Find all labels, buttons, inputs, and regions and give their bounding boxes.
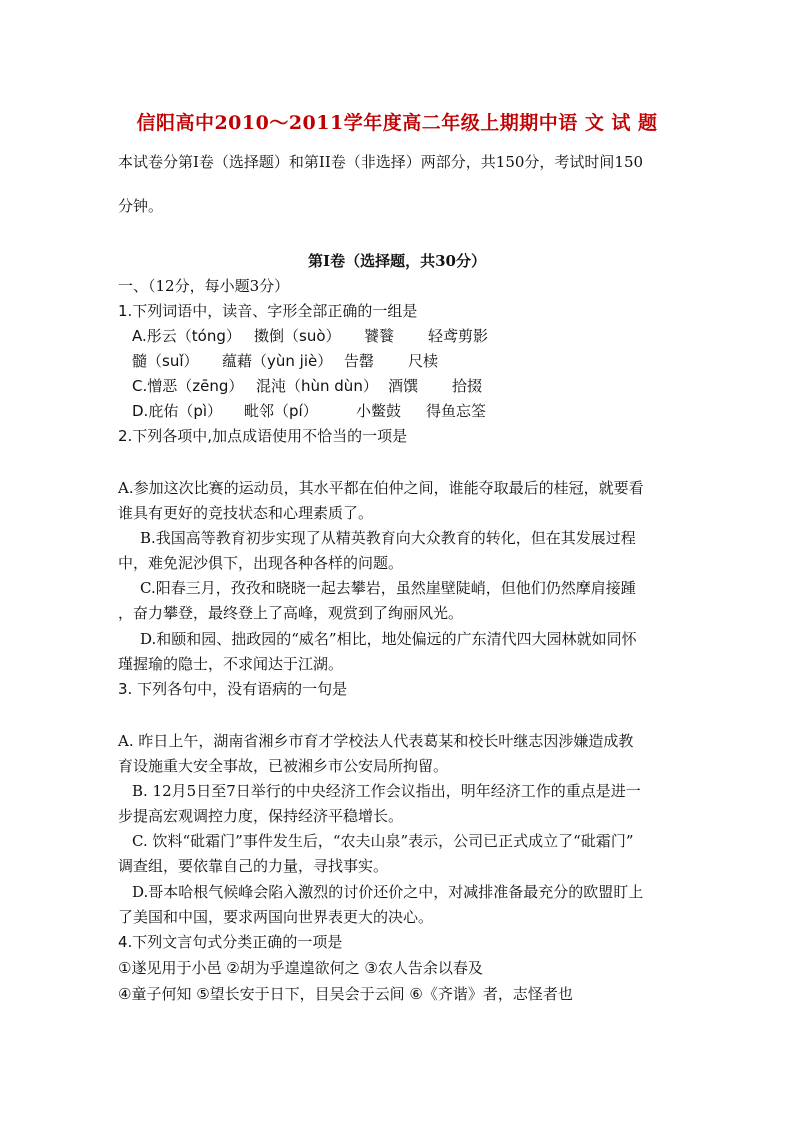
q1-option-c (132, 376, 482, 396)
q1-a-item: 饕餮 (364, 327, 395, 345)
q3-option-c-line-2: 调查组，要依靠自己的力量，寻找事实。 (118, 857, 389, 875)
q2-option-c-line-2: ，奋力攀登，最终登上了高峰，观赏到了绚丽风光。 (118, 604, 464, 622)
q3-option-a-line-1: A. 昨日上午，湖南省湘乡市育才学校法人代表葛某和校长叶继志因涉嫌造成教 (118, 732, 634, 750)
q2-option-d-line-1: D.和颐和园、拙政园的“威名”相比，地处偏远的广东清代四大园林就如同怀 (140, 630, 637, 648)
q4-items-row-1: ①遂见用于小邑 ②胡为乎遑遑欲何之 ③农人告余以春及 (118, 959, 483, 977)
q2-option-a-line-1: A.参加这次比赛的运动员，其水平都在伯仲之间，谁能夺取最后的桂冠，就要看 (118, 479, 644, 497)
q4-items-row-2: ④童子何知 ⑤望长安于日下，目吴会于云间 ⑥《齐谐》者，志怪者也 (118, 985, 573, 1003)
q1-option-d (132, 401, 486, 421)
q2-stem: 2.下列各项中,加点成语使用不恰当的一项是 (118, 427, 408, 445)
q1-option-b (132, 351, 438, 371)
q2-option-c-line-1: C.阳春三月，孜孜和晓晓一起去攀岩，虽然崖壁陡峭，但他们仍然摩肩接踵 (140, 579, 636, 597)
page-title: 信阳高中2010～2011学年度高二年级上期期中语 文 试 题 (136, 112, 658, 134)
intro-line-2: 分钟。 (118, 197, 164, 215)
intro-line-1: 本试卷分第I卷（选择题）和第II卷（非选择）两部分，共150分，考试时间150 (118, 153, 644, 171)
q3-option-c-line-1: C. 饮料“砒霜门”事件发生后，“农夫山泉”表示，公司已正式成立了“砒霜门” (132, 832, 634, 850)
q1-d-item: 小鳖鼓 (356, 402, 402, 420)
q2-option-b-line-1: B.我国高等教育初步实现了从精英教育向大众教育的转化，但在其发展过程 (140, 529, 636, 547)
q1-d-item: 得鱼忘筌 (426, 402, 487, 420)
q1-c-item: 拾掇 (452, 377, 483, 395)
q1-a-item: 轻鸢剪影 (428, 327, 489, 345)
q1-b-item: 蕴藉（yùn jiè） (222, 352, 333, 370)
q1-a-item: 擞倒（suò） (254, 327, 341, 345)
q1-c-item: 酒馔 (388, 377, 419, 395)
q1-c-item: 混沌（hùn dùn） (256, 377, 378, 395)
q3-option-d-line-2: 了美国和中国，要求两国向世界表更大的决心。 (118, 908, 434, 926)
q4-stem: 4.下列文言句式分类正确的一项是 (118, 933, 343, 951)
q1-b-item: 尺椟 (408, 352, 439, 370)
q1-d-item: D.庇佑（pì） (132, 402, 223, 420)
q1-stem: 1.下列词语中，读音、字形全部正确的一组是 (118, 302, 418, 320)
q1-b-item: 告罄 (344, 352, 375, 370)
q3-option-b-line-1: B. 12月5日至7日举行的中央经济工作会议指出，明年经济工作的重点是进一 (132, 782, 641, 800)
q3-option-d-line-1: D.哥本哈根气候峰会陷入激烈的讨价还价之中，对减排准备最充分的欧盟盯上 (132, 883, 644, 901)
section-heading: 第I卷（选择题，共30分） (308, 252, 486, 270)
q1-option-a (132, 326, 488, 346)
q3-stem: 3. 下列各句中，没有语病的一句是 (118, 680, 348, 698)
part-heading: 一、（12分，每小题3分） (118, 277, 290, 295)
q2-option-a-line-2: 谁具有更好的竞技状态和心理素质了。 (118, 504, 374, 522)
q1-b-item: 髓（suǐ） (132, 352, 199, 370)
q1-d-item: 毗邻（pí） (244, 402, 318, 420)
q2-option-d-line-2: 瑾握瑜的隐士，不求闻达于江湖。 (118, 655, 344, 673)
q3-option-a-line-2: 育设施重大安全事故，已被湘乡市公安局所拘留。 (118, 757, 449, 775)
q1-a-item: A.彤云（tóng） (132, 327, 241, 345)
q1-c-item: C.憎恶（zēng） (132, 377, 244, 395)
q3-option-b-line-2: 步提高宏观调控力度，保持经济平稳增长。 (118, 807, 404, 825)
q2-option-b-line-2: 中，难免泥沙俱下，出现各种各样的问题。 (118, 554, 404, 572)
